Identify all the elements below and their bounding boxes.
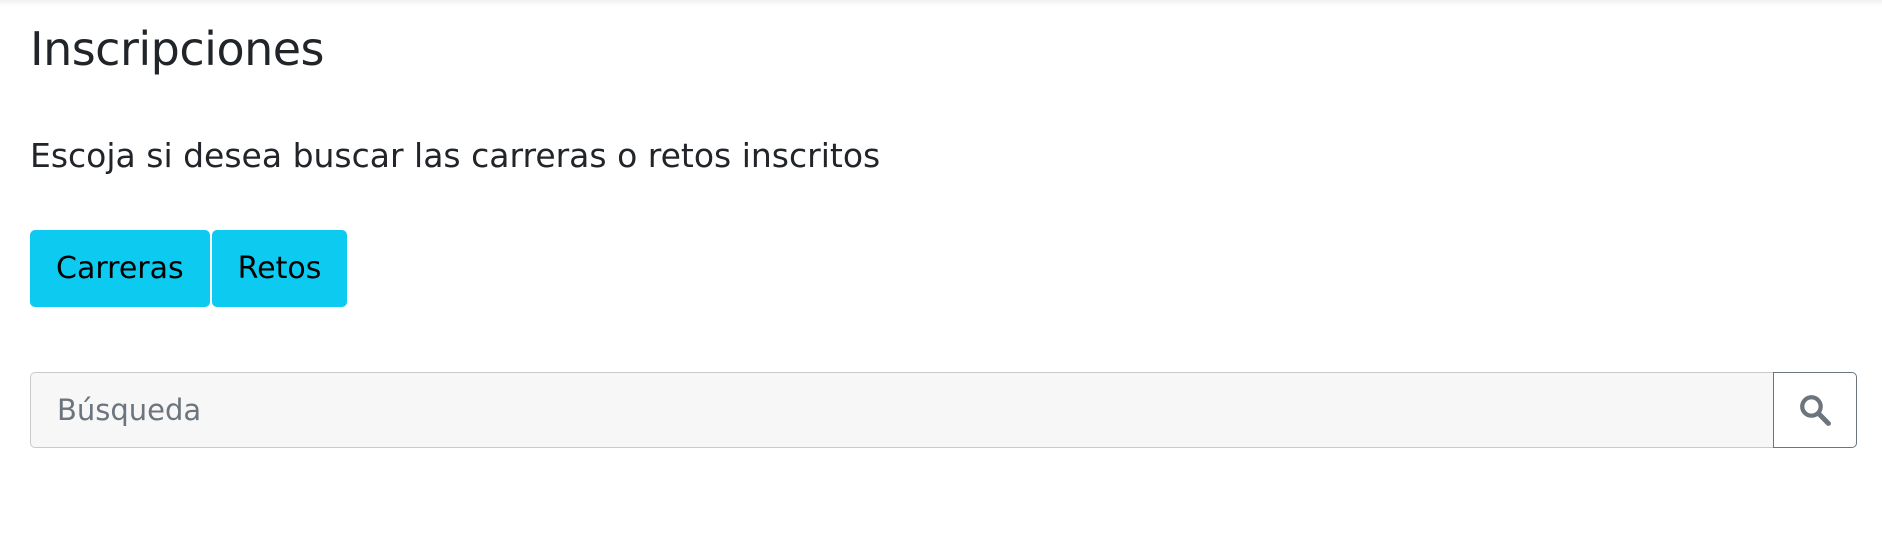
search-icon xyxy=(1798,393,1832,427)
search-input[interactable] xyxy=(30,372,1773,448)
carreras-button[interactable]: Carreras xyxy=(30,230,210,307)
filter-button-group xyxy=(30,230,347,307)
retos-button[interactable]: Retos xyxy=(212,230,348,307)
page-subtitle: Escoja si desea buscar las carreras o retos inscritos xyxy=(30,136,881,175)
page-title: Inscripciones xyxy=(30,22,325,76)
header-shadow xyxy=(0,0,1882,6)
search-group xyxy=(30,372,1857,448)
search-button[interactable] xyxy=(1773,372,1857,448)
